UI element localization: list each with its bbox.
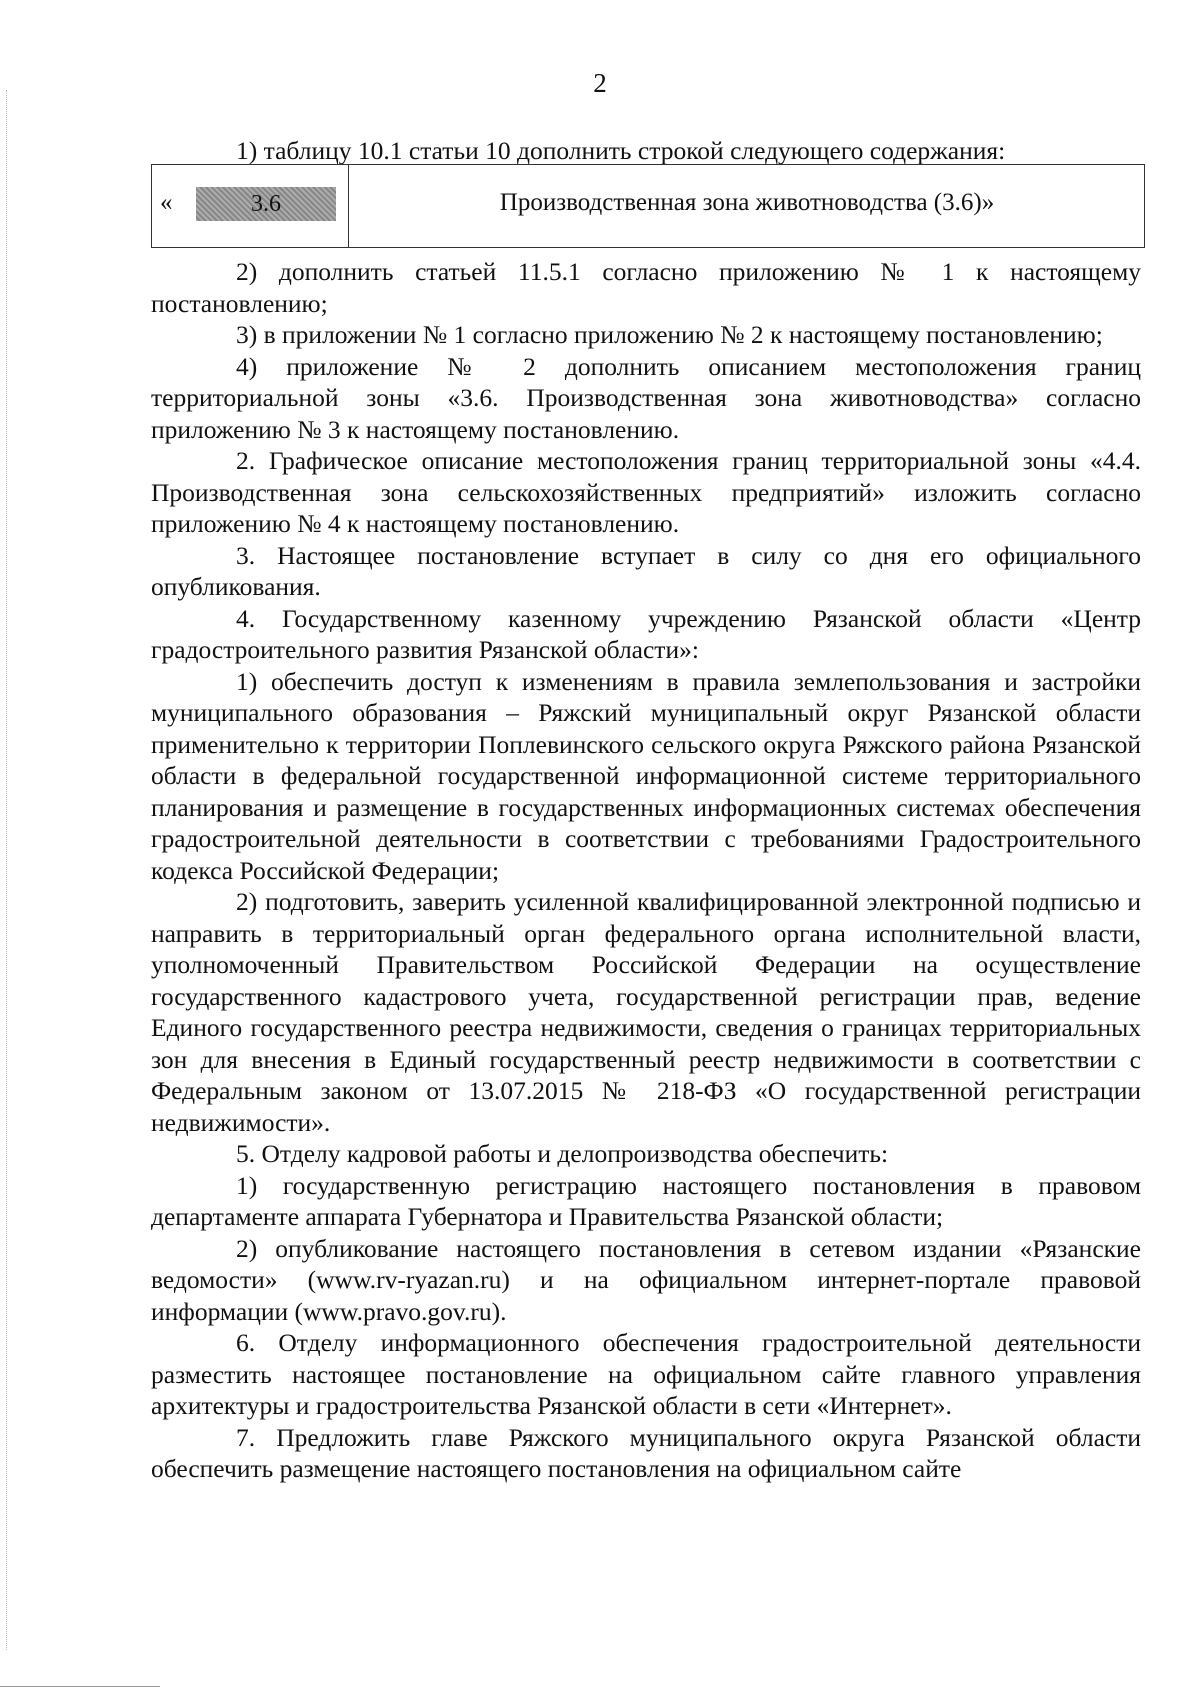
body-text <box>151 256 1141 1485</box>
paragraph-item-3: 3) в приложении № 1 согласно приложению № 2 к настоящему постановлению; <box>236 320 1103 349</box>
paragraph-section-2: 2. Графическое описание местоположения границ территориальной зоны «4.4. Производственная зона сельскохозяйственных предприятий» изложить согласно приложению № 4 к настоящему постановлению. <box>151 446 1141 538</box>
paragraph-section-5-item-1: 1) государственную регистрацию настоящего постановления в правовом департаменте аппарата Губернатора и Правительства Рязанской области; <box>151 1170 1141 1231</box>
zone-table-row <box>151 164 1145 248</box>
page-number: 2 <box>593 68 607 98</box>
paragraph-section-4-item-2: 2) подготовить, заверить усиленной квалифицированной электронной подписью и направить в территориальный орган федерального органа исполнительной власти, уполномоченный Правительством Российской Федерации на осуществление государственного кадастрового учета, государственной регистрации прав, ведение Единого государственного реестра недвижимости, сведения о границах территориальных зон для внесения в Единый государственный реестр недвижимости в соответствии с Федеральным законом от 13.07.2015 № 218-ФЗ «О государственной регистрации недвижимости». <box>151 887 1141 1137</box>
paragraph-section-5: 5. Отделу кадровой работы и делопроизводства обеспечить: <box>236 1139 889 1168</box>
paragraph-section-3: 3. Настоящее постановление вступает в силу со дня его официального опубликования. <box>151 540 1141 601</box>
scan-bottom-line <box>0 1686 160 1687</box>
intro-line: 1) таблицу 10.1 статьи 10 дополнить строкой следующего содержания: <box>236 136 1006 165</box>
paragraph-section-6: 6. Отделу информационного обеспечения градостроительной деятельности разместить настоящее постановление на официальном сайте главного управления архитектуры и градостроительства Рязанской области в сети «Интернет». <box>151 1328 1141 1420</box>
zone-code-cell: 3.6 <box>196 187 336 221</box>
paragraph-item-2: 2) дополнить статьей 11.5.1 согласно приложению № 1 к настоящему постановлению; <box>151 257 1141 318</box>
paragraph-item-4: 4) приложение № 2 дополнить описанием местоположения границ территориальной зоны «3.6. Производственная зона животноводства» согласно приложению № 3 к настоящему постановлению. <box>151 351 1141 444</box>
table-quote-open: « <box>160 189 173 216</box>
paragraph-section-7: 7. Предложить главе Ряжского муниципального округа Рязанской области обеспечить размещение настоящего постановления на официальном сайте <box>151 1422 1141 1483</box>
zone-name-cell: Производственная зона животноводства (3.6)» <box>499 189 995 216</box>
scan-edge-line <box>6 90 7 1650</box>
paragraph-section-4-item-1: 1) обеспечить доступ к изменениям в правила землепользования и застройки муниципального образования – Ряжский муниципальный округ Рязанской области применительно к территории Поплевинского сельского округа Ряжского района Рязанской области в федеральной государственной информационной системе территориального планирования и размещение в государственных информационных системах обеспечения градостроительной деятельности в соответствии с требованиями Градостроительного кодекса Российской Федерации; <box>151 666 1141 885</box>
paragraph-section-4: 4. Государственному казенному учреждению Рязанской области «Центр градостроительного развития Рязанской области»: <box>151 603 1141 664</box>
paragraph-section-5-item-2: 2) опубликование настоящего постановления в сетевом издании «Рязанские ведомости» (www.rv-ryazan.ru) и на официальном интернет-портале правовой информации (www.pravo.gov.ru). <box>151 1233 1141 1326</box>
